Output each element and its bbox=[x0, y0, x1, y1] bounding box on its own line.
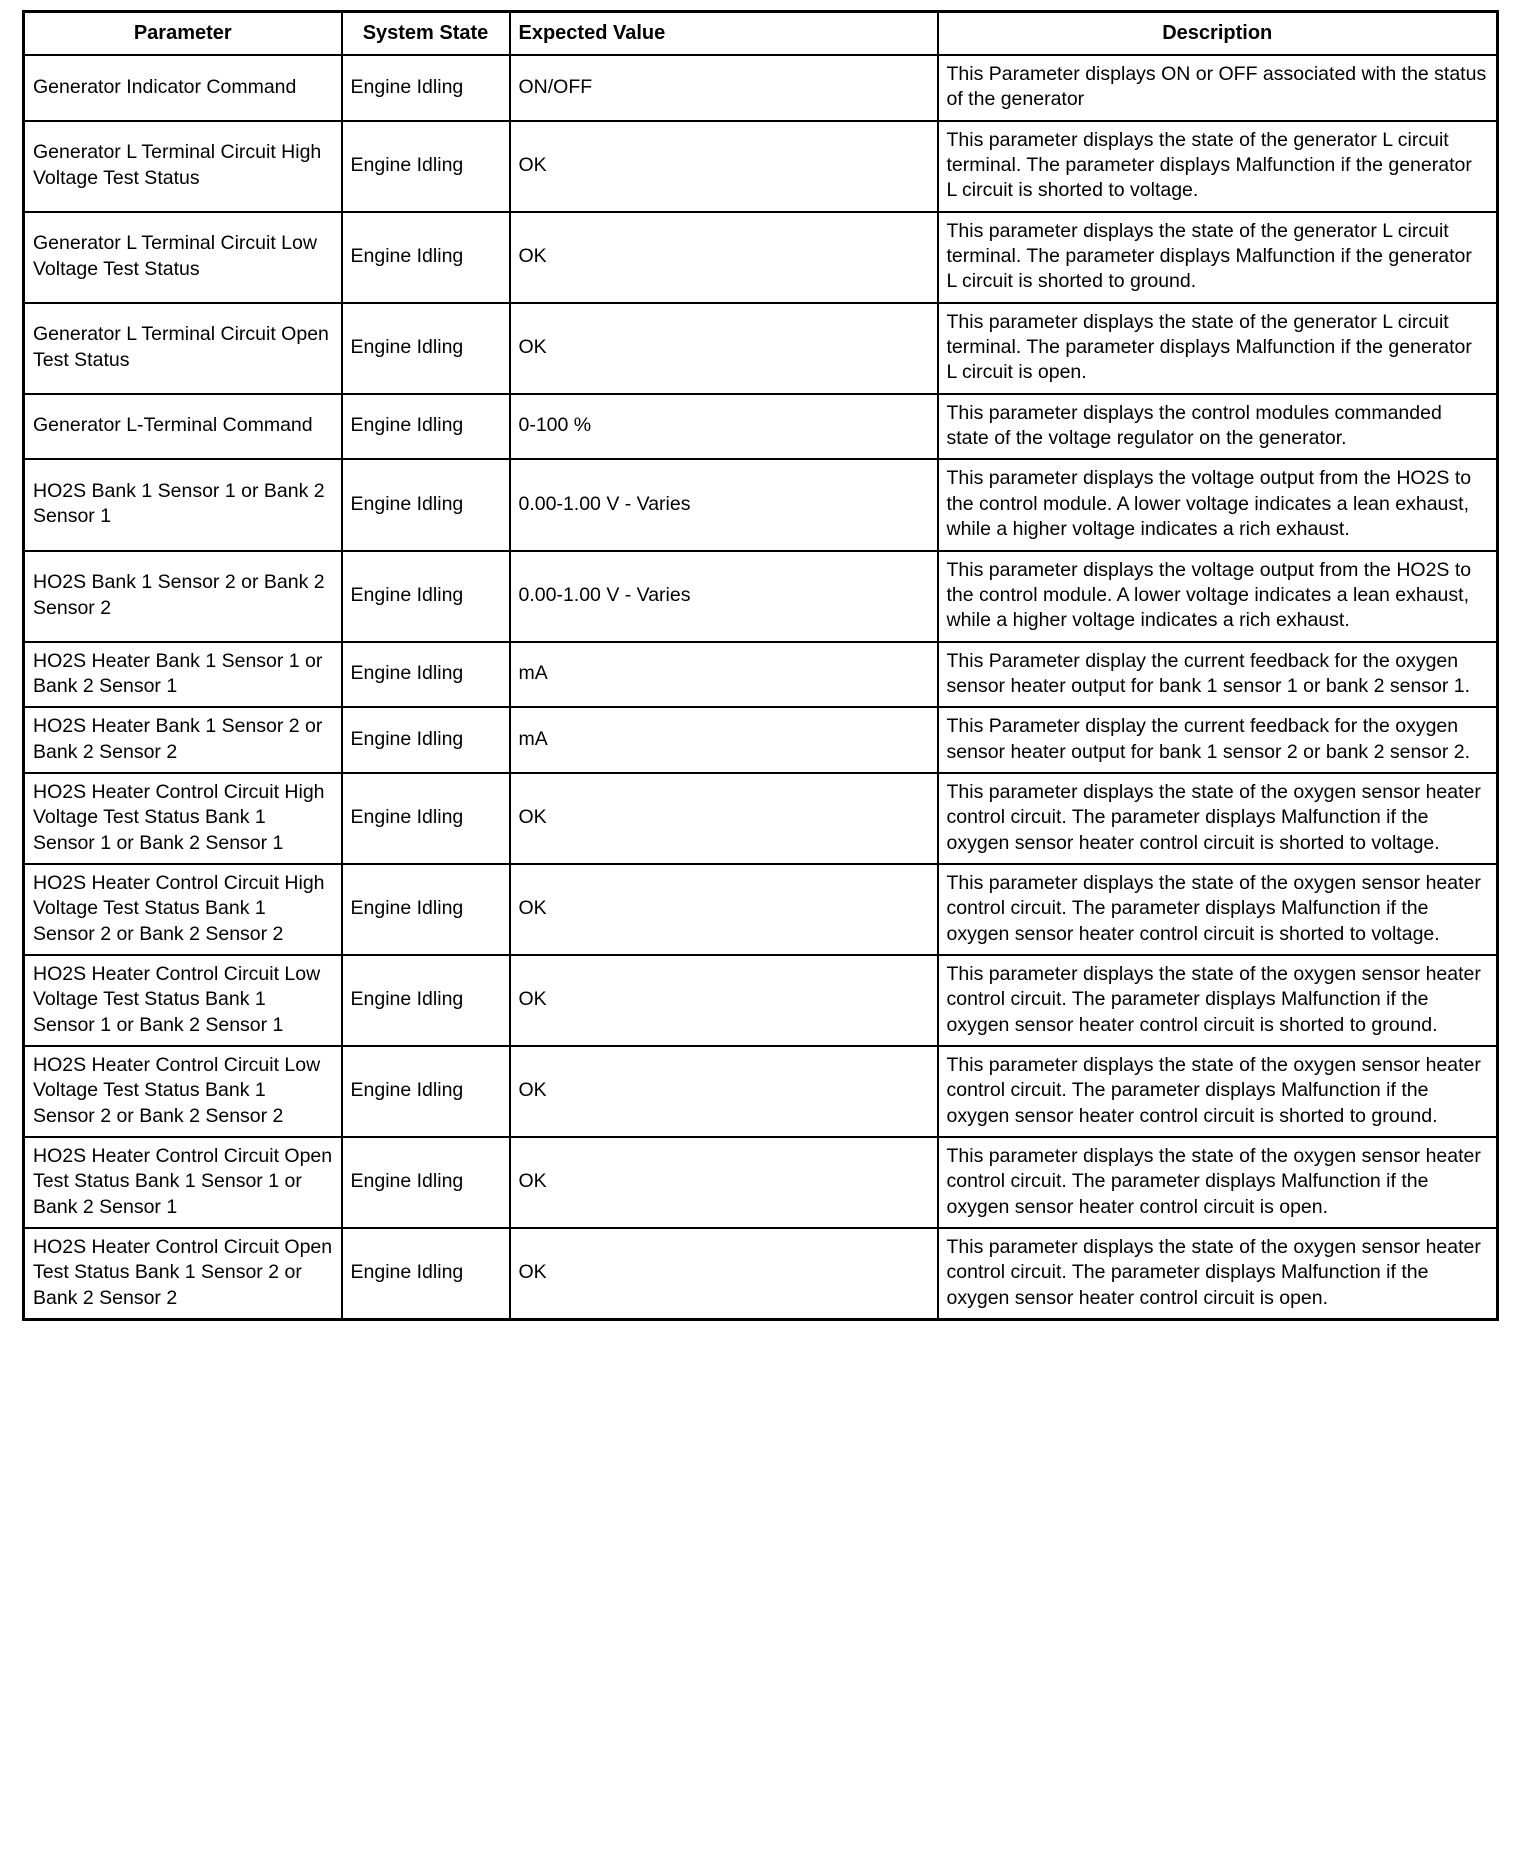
cell-parameter: HO2S Heater Control Circuit Open Test Status Bank 1 Sensor 1 or Bank 2 Sensor 1 bbox=[24, 1137, 342, 1228]
cell-expected-value: OK bbox=[510, 212, 938, 303]
cell-description: This parameter displays the state of the generator L circuit terminal. The parameter displays Malfunction if the generator L circuit is shorted to voltage. bbox=[938, 121, 1498, 212]
table-row bbox=[24, 642, 1498, 708]
cell-parameter: HO2S Heater Bank 1 Sensor 2 or Bank 2 Sensor 2 bbox=[24, 707, 342, 773]
cell-expected-value: 0.00-1.00 V - Varies bbox=[510, 459, 938, 550]
cell-system-state: Engine Idling bbox=[342, 212, 510, 303]
cell-parameter: Generator L Terminal Circuit Open Test Status bbox=[24, 303, 342, 394]
table-row bbox=[24, 1228, 1498, 1320]
cell-parameter: Generator L-Terminal Command bbox=[24, 394, 342, 460]
table-row bbox=[24, 551, 1498, 642]
table-row bbox=[24, 303, 1498, 394]
cell-description: This parameter displays the state of the oxygen sensor heater control circuit. The parameter displays Malfunction if the oxygen sensor heater control circuit is open. bbox=[938, 1228, 1498, 1320]
column-header-parameter: Parameter bbox=[24, 12, 342, 56]
cell-description: This parameter displays the voltage output from the HO2S to the control module. A lower voltage indicates a lean exhaust, while a higher voltage indicates a rich exhaust. bbox=[938, 459, 1498, 550]
cell-parameter: HO2S Heater Control Circuit Low Voltage Test Status Bank 1 Sensor 2 or Bank 2 Sensor 2 bbox=[24, 1046, 342, 1137]
table-row bbox=[24, 1137, 1498, 1228]
cell-parameter: HO2S Bank 1 Sensor 1 or Bank 2 Sensor 1 bbox=[24, 459, 342, 550]
cell-parameter: HO2S Heater Control Circuit Low Voltage Test Status Bank 1 Sensor 1 or Bank 2 Sensor 1 bbox=[24, 955, 342, 1046]
cell-system-state: Engine Idling bbox=[342, 121, 510, 212]
cell-parameter: Generator L Terminal Circuit Low Voltage Test Status bbox=[24, 212, 342, 303]
table-row bbox=[24, 212, 1498, 303]
cell-expected-value: OK bbox=[510, 121, 938, 212]
cell-system-state: Engine Idling bbox=[342, 1046, 510, 1137]
cell-expected-value: OK bbox=[510, 773, 938, 864]
cell-parameter: HO2S Bank 1 Sensor 2 or Bank 2 Sensor 2 bbox=[24, 551, 342, 642]
cell-system-state: Engine Idling bbox=[342, 551, 510, 642]
cell-description: This parameter displays the state of the oxygen sensor heater control circuit. The parameter displays Malfunction if the oxygen sensor heater control circuit is shorted to ground. bbox=[938, 955, 1498, 1046]
table-row bbox=[24, 121, 1498, 212]
cell-description: This parameter displays the state of the oxygen sensor heater control circuit. The parameter displays Malfunction if the oxygen sensor heater control circuit is shorted to voltage. bbox=[938, 864, 1498, 955]
cell-description: This parameter displays the voltage output from the HO2S to the control module. A lower voltage indicates a lean exhaust, while a higher voltage indicates a rich exhaust. bbox=[938, 551, 1498, 642]
cell-system-state: Engine Idling bbox=[342, 55, 510, 121]
cell-system-state: Engine Idling bbox=[342, 1228, 510, 1320]
cell-expected-value: OK bbox=[510, 1137, 938, 1228]
table-header bbox=[24, 12, 1498, 56]
table-row bbox=[24, 707, 1498, 773]
parameter-table bbox=[22, 10, 1499, 1321]
cell-parameter: Generator Indicator Command bbox=[24, 55, 342, 121]
cell-description: This parameter displays the state of the oxygen sensor heater control circuit. The parameter displays Malfunction if the oxygen sensor heater control circuit is open. bbox=[938, 1137, 1498, 1228]
cell-description: This parameter displays the state of the generator L circuit terminal. The parameter displays Malfunction if the generator L circuit is shorted to ground. bbox=[938, 212, 1498, 303]
cell-system-state: Engine Idling bbox=[342, 1137, 510, 1228]
cell-description: This parameter displays the state of the oxygen sensor heater control circuit. The parameter displays Malfunction if the oxygen sensor heater control circuit is shorted to voltage. bbox=[938, 773, 1498, 864]
table-row bbox=[24, 459, 1498, 550]
cell-expected-value: OK bbox=[510, 1046, 938, 1137]
cell-expected-value: 0.00-1.00 V - Varies bbox=[510, 551, 938, 642]
cell-system-state: Engine Idling bbox=[342, 459, 510, 550]
table-row bbox=[24, 55, 1498, 121]
cell-description: This parameter displays the state of the generator L circuit terminal. The parameter displays Malfunction if the generator L circuit is open. bbox=[938, 303, 1498, 394]
cell-system-state: Engine Idling bbox=[342, 394, 510, 460]
column-header-system-state: System State bbox=[342, 12, 510, 56]
cell-system-state: Engine Idling bbox=[342, 773, 510, 864]
cell-description: This Parameter display the current feedback for the oxygen sensor heater output for bank 1 sensor 2 or bank 2 sensor 2. bbox=[938, 707, 1498, 773]
cell-description: This parameter displays the state of the oxygen sensor heater control circuit. The parameter displays Malfunction if the oxygen sensor heater control circuit is shorted to ground. bbox=[938, 1046, 1498, 1137]
cell-expected-value: OK bbox=[510, 955, 938, 1046]
cell-system-state: Engine Idling bbox=[342, 864, 510, 955]
cell-system-state: Engine Idling bbox=[342, 955, 510, 1046]
cell-expected-value: OK bbox=[510, 303, 938, 394]
cell-description: This Parameter display the current feedback for the oxygen sensor heater output for bank 1 sensor 1 or bank 2 sensor 1. bbox=[938, 642, 1498, 708]
table-header-row bbox=[24, 12, 1498, 56]
cell-system-state: Engine Idling bbox=[342, 303, 510, 394]
cell-expected-value: OK bbox=[510, 864, 938, 955]
table-row bbox=[24, 1046, 1498, 1137]
column-header-expected-value: Expected Value bbox=[510, 12, 938, 56]
table-row bbox=[24, 394, 1498, 460]
cell-parameter: HO2S Heater Control Circuit High Voltage Test Status Bank 1 Sensor 1 or Bank 2 Sensor 1 bbox=[24, 773, 342, 864]
cell-parameter: Generator L Terminal Circuit High Voltage Test Status bbox=[24, 121, 342, 212]
table-row bbox=[24, 864, 1498, 955]
table-row bbox=[24, 773, 1498, 864]
cell-description: This parameter displays the control modules commanded state of the voltage regulator on the generator. bbox=[938, 394, 1498, 460]
cell-expected-value: mA bbox=[510, 642, 938, 708]
cell-parameter: HO2S Heater Control Circuit High Voltage Test Status Bank 1 Sensor 2 or Bank 2 Sensor 2 bbox=[24, 864, 342, 955]
table-body bbox=[24, 55, 1498, 1320]
cell-system-state: Engine Idling bbox=[342, 642, 510, 708]
cell-parameter: HO2S Heater Bank 1 Sensor 1 or Bank 2 Sensor 1 bbox=[24, 642, 342, 708]
cell-expected-value: 0-100 % bbox=[510, 394, 938, 460]
cell-system-state: Engine Idling bbox=[342, 707, 510, 773]
cell-expected-value: mA bbox=[510, 707, 938, 773]
cell-description: This Parameter displays ON or OFF associated with the status of the generator bbox=[938, 55, 1498, 121]
cell-parameter: HO2S Heater Control Circuit Open Test Status Bank 1 Sensor 2 or Bank 2 Sensor 2 bbox=[24, 1228, 342, 1320]
table-row bbox=[24, 955, 1498, 1046]
cell-expected-value: ON/OFF bbox=[510, 55, 938, 121]
column-header-description: Description bbox=[938, 12, 1498, 56]
cell-expected-value: OK bbox=[510, 1228, 938, 1320]
